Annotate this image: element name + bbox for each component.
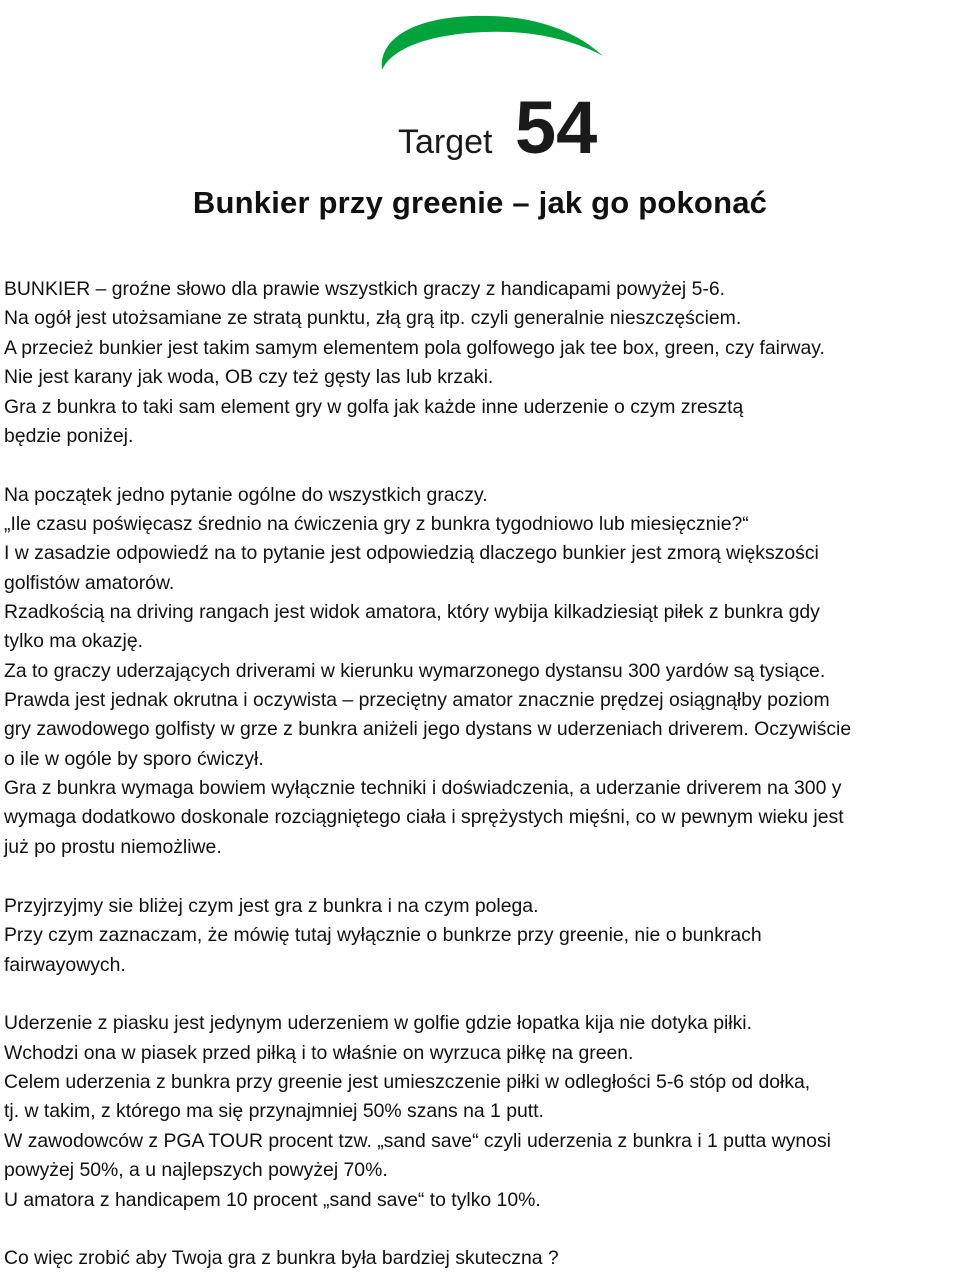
paragraph-line: A przecież bunkier jest takim samym elementem pola golfowego jak tee box, green, czy fairway.	[4, 337, 825, 359]
logo-swoosh	[382, 16, 603, 70]
paragraph-line: BUNKIER – groźne słowo dla prawie wszystkich graczy z handicapami powyżej 5-6.	[4, 278, 725, 300]
paragraph-line: gry zawodowego golfisty w grze z bunkra aniżeli jego dystans w uderzeniach driverem. Oczywiście	[4, 718, 852, 740]
paragraph-line: Na ogół jest utożsamiane ze stratą punktu, złą grą itp. czyli generalnie nieszczęściem.	[4, 307, 742, 329]
paragraph-line: fairwayowych.	[4, 954, 126, 976]
paragraph-line: już po prostu niemożliwe.	[4, 836, 222, 858]
paragraph-line: Wchodzi ona w piasek przed piłką i to właśnie on wyrzuca piłkę na green.	[4, 1042, 634, 1064]
paragraph-line: tylko ma okazję.	[4, 630, 144, 652]
paragraph-line: powyżej 50%, a u najlepszych powyżej 70%.	[4, 1159, 388, 1181]
paragraph-line: Rzadkością na driving rangach jest widok amatora, który wybija kilkadziesiąt piłek z bunkra gdy	[4, 601, 820, 623]
paragraph-line: Gra z bunkra wymaga bowiem wyłącznie techniki i doświadczenia, a uderzanie driverem na 300 y	[4, 777, 842, 799]
paragraph-line: „Ile czasu poświęcasz średnio na ćwiczenia gry z bunkra tygodniowo lub miesięcznie?“	[4, 513, 749, 535]
paragraph-line: I w zasadzie odpowiedź na to pytanie jest odpowiedzią dlaczego bunkier jest zmorą większości	[4, 542, 819, 564]
paragraph-line: o ile w ogóle by sporo ćwiczył.	[4, 748, 264, 770]
paragraph-line: tj. w takim, z którego ma się przynajmniej 50% szans na 1 putt.	[4, 1100, 544, 1122]
logo-word: Target	[398, 123, 493, 161]
paragraph-line: Celem uderzenia z bunkra przy greenie jest umieszczenie piłki w odległości 5-6 stóp od dołka,	[4, 1071, 811, 1093]
paragraph-line: wymaga dodatkowo doskonale rozciągniętego ciała i sprężystych mięśni, co w pewnym wieku jest	[4, 806, 844, 828]
paragraph-line: Prawda jest jednak okrutna i oczywista – przeciętny amator znacznie prędzej osiągnąłby poziom	[4, 689, 830, 711]
paragraph-line: Uderzenie z piasku jest jedynym uderzeniem w golfie gdzie łopatka kija nie dotyka piłki.	[4, 1012, 752, 1034]
paragraph-line: Nie jest karany jak woda, OB czy też gęsty las lub krzaki.	[4, 366, 494, 388]
paragraph-line: Przy czym zaznaczam, że mówię tutaj wyłącznie o bunkrze przy greenie, nie o bunkrach	[4, 924, 762, 946]
paragraph-line: będzie poniżej.	[4, 425, 134, 447]
page-title: Bunkier przy greenie – jak go pokonać	[192, 185, 768, 220]
paragraph-line: Za to graczy uderzających driverami w kierunku wymarzonego dystansu 300 yardów są tysiące.	[4, 660, 826, 682]
paragraph-line: W zawodowców z PGA TOUR procent tzw. „sand save“ czyli uderzenia z bunkra i 1 putta wynosi	[4, 1130, 831, 1152]
paragraph-line: Przyjrzyjmy sie bliżej czym jest gra z bunkra i na czym polega.	[4, 895, 539, 917]
logo-number: 54	[515, 86, 598, 163]
paragraph-line: Co więc zrobić aby Twoja gra z bunkra była bardziej skuteczna ?	[4, 1247, 559, 1269]
paragraph-line: Na początek jedno pytanie ogólne do wszystkich graczy.	[4, 484, 488, 506]
paragraph-line: golfistów amatorów.	[4, 572, 175, 594]
target54-logo-graphic	[360, 8, 610, 163]
paragraph-line: U amatora z handicapem 10 procent „sand save“ to tylko 10%.	[4, 1189, 541, 1211]
target54-logo	[360, 8, 610, 163]
paragraph-line: Gra z bunkra to taki sam element gry w golfa jak każde inne uderzenie o czym zresztą	[4, 396, 744, 418]
